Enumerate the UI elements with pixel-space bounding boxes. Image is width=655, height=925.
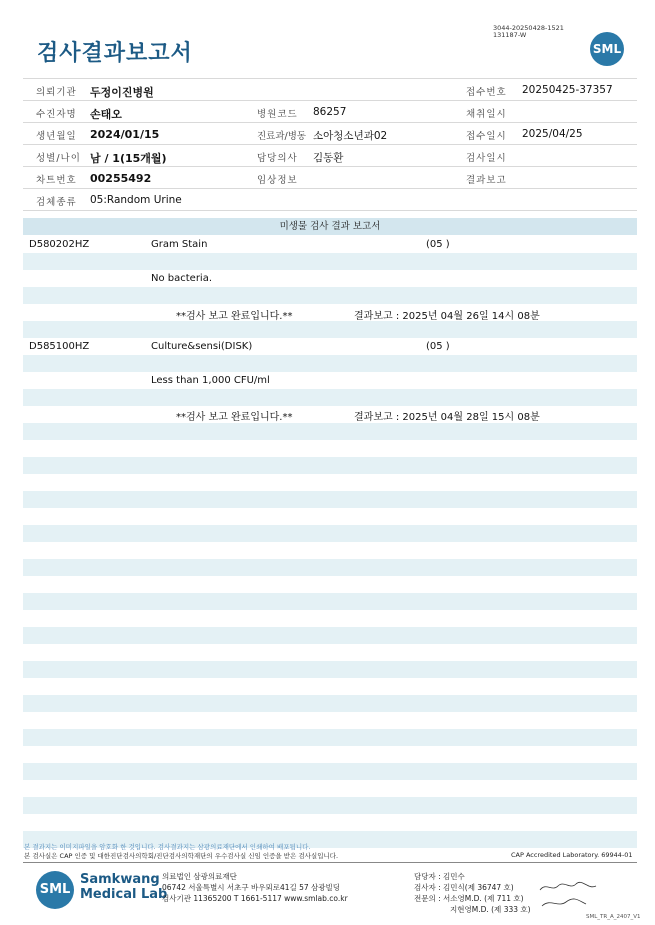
patient-info-table — [23, 78, 637, 211]
test-name: Culture&sensi(DISK) — [151, 341, 253, 352]
organization-info — [162, 871, 348, 904]
label-doctor: 담당의사 — [257, 153, 298, 164]
value-birth-date: 2024/01/15 — [90, 128, 160, 141]
label-hospital-code: 병원코드 — [257, 109, 298, 120]
row-stripe — [23, 287, 637, 304]
label-requesting-institution: 의뢰기관 — [36, 87, 77, 98]
row-stripe — [23, 423, 637, 440]
row-stripe — [23, 253, 637, 270]
organization-name: 의료법인 삼광의료재단 — [162, 872, 237, 881]
footer-divider — [23, 862, 637, 863]
row-stripe — [23, 627, 637, 644]
label-chart-number: 차트번호 — [36, 175, 77, 186]
row-stripe — [23, 525, 637, 542]
value-receipt-date: 2025/04/25 — [522, 128, 583, 140]
info-row — [23, 78, 637, 101]
page-title: 검사결과보고서 — [37, 41, 193, 66]
value-receipt-number: 20250425-37357 — [522, 84, 613, 96]
info-row — [23, 167, 637, 189]
value-specimen-type: 05:Random Urine — [90, 194, 182, 206]
info-row — [23, 145, 637, 167]
row-stripe — [23, 321, 637, 338]
signature-image — [538, 878, 608, 912]
document-id-line2: 131187-W — [493, 31, 527, 39]
report-complete-note: **검사 보고 완료입니다.** — [176, 412, 293, 423]
sml-logo: SML — [590, 32, 624, 66]
info-row — [23, 189, 637, 211]
sml-footer-logo: SML — [36, 871, 74, 909]
cap-accreditation: CAP Accredited Laboratory. 69944-01 — [511, 851, 633, 859]
test-code: D580202HZ — [29, 239, 90, 250]
report-datetime: 결과보고 : 2025년 04월 28일 15시 08분 — [354, 412, 540, 423]
row-stripe — [23, 695, 637, 712]
test-code: D585100HZ — [29, 341, 90, 352]
label-receipt-number: 접수번호 — [466, 87, 507, 98]
value-requesting-institution: 두정이진병원 — [90, 86, 154, 99]
row-stripe — [23, 593, 637, 610]
value-chart-number: 00255492 — [90, 172, 152, 185]
row-stripe — [23, 355, 637, 372]
document-id — [493, 25, 564, 39]
info-row — [23, 101, 637, 123]
label-result-report: 결과보고 — [466, 175, 507, 186]
staff-info — [414, 871, 531, 915]
staff-specialist-2: 지현영M.D. (제 333 호) — [450, 905, 531, 914]
label-sex-age: 성별/나이 — [36, 153, 81, 164]
value-department: 소아청소년과02 — [313, 130, 388, 142]
document-id-line1: 3044-20250428-1521 — [493, 24, 564, 32]
label-birth-date: 생년월일 — [36, 131, 77, 142]
organization-contact: 검사기관 11365200 T 1661-5117 www.smlab.co.kr — [162, 894, 348, 903]
label-department: 진료과/병동 — [257, 131, 307, 142]
row-stripe — [23, 797, 637, 814]
row-stripe — [23, 457, 637, 474]
results-section-header: 미생물 검사 결과 보고서 — [23, 218, 637, 235]
row-stripe — [23, 491, 637, 508]
test-number: (05 ) — [426, 341, 450, 352]
row-stripe — [23, 763, 637, 780]
label-collection-date: 채취일시 — [466, 109, 507, 120]
image-notice: 본 결과지는 이미지파일을 암호화 한 것입니다. 검사결과지는 삼광의료재단에서 인쇄하여 배포됩니다. — [24, 843, 311, 851]
brand-name-line2: Medical Lab — [80, 887, 168, 902]
form-code: SML_TR_A_2407_V1 — [586, 914, 641, 920]
value-sex-age: 남 / 1(15개월) — [90, 152, 167, 165]
row-stripe — [23, 729, 637, 746]
label-specimen-type: 검체종류 — [36, 197, 77, 208]
report-datetime: 결과보고 : 2025년 04월 26일 14시 08분 — [354, 311, 540, 322]
label-patient-name: 수진자명 — [36, 109, 77, 120]
report-complete-note: **검사 보고 완료입니다.** — [176, 311, 293, 322]
row-stripe — [23, 661, 637, 678]
test-number: (05 ) — [426, 239, 450, 250]
value-patient-name: 손태오 — [90, 108, 122, 121]
row-stripe — [23, 559, 637, 576]
test-result: No bacteria. — [151, 273, 213, 284]
label-receipt-date: 접수일시 — [466, 131, 507, 142]
certification-notice: 본 검사실은 CAP 인증 및 대한진단검사의학회/진단검사의학재단의 우수검사실 신임 인증을 받은 검사실입니다. — [24, 852, 339, 860]
test-result: Less than 1,000 CFU/ml — [151, 375, 270, 386]
label-clinical-info: 임상정보 — [257, 175, 298, 186]
brand-name-line1: Samkwang — [80, 872, 160, 887]
organization-address: 06742 서울특별시 서초구 바우뫼로41길 57 삼광빌딩 — [162, 883, 341, 892]
test-name: Gram Stain — [151, 239, 208, 250]
label-test-date: 검사일시 — [466, 153, 507, 164]
staff-tester: 검사자 : 김민식(제 36747 호) — [414, 883, 514, 892]
info-row — [23, 123, 637, 145]
brand-name — [80, 872, 167, 902]
value-hospital-code: 86257 — [313, 106, 347, 118]
row-stripe — [23, 389, 637, 406]
staff-manager: 담당자 : 김민수 — [414, 872, 465, 881]
value-doctor: 김동환 — [313, 152, 344, 164]
staff-specialist: 전문의 : 서소영M.D. (제 711 호) — [414, 894, 524, 903]
